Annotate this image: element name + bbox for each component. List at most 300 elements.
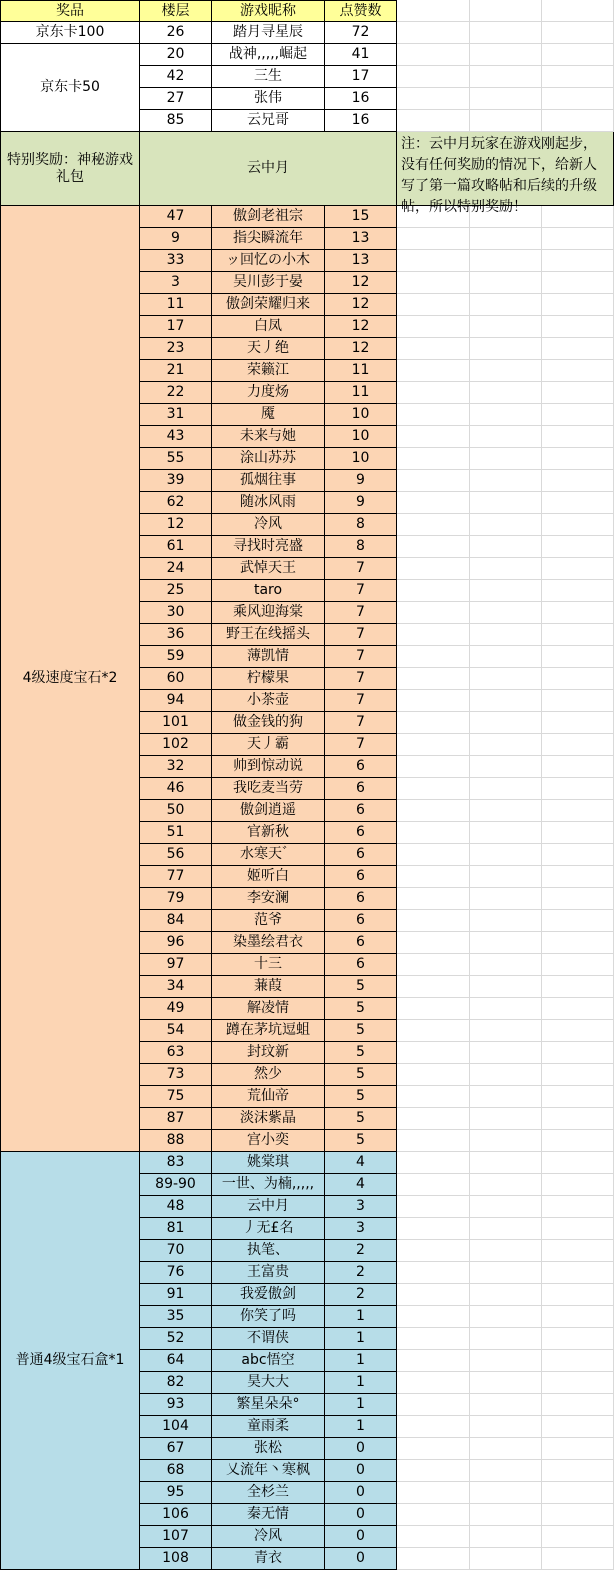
empty-cell[interactable] [470,110,542,132]
empty-cell[interactable] [542,44,614,66]
empty-cell[interactable] [470,404,542,426]
floor-cell[interactable]: 50 [140,800,212,822]
likes-cell[interactable]: 5 [325,976,397,998]
likes-cell[interactable]: 7 [325,602,397,624]
likes-cell[interactable]: 5 [325,1064,397,1086]
likes-cell[interactable]: 12 [325,294,397,316]
empty-cell[interactable] [397,1130,470,1152]
empty-cell[interactable] [542,1438,614,1460]
floor-cell[interactable]: 87 [140,1108,212,1130]
empty-cell[interactable] [397,712,470,734]
empty-cell[interactable] [542,338,614,360]
empty-cell[interactable] [542,580,614,602]
likes-cell[interactable]: 6 [325,844,397,866]
floor-cell[interactable]: 62 [140,492,212,514]
nickname-cell[interactable]: 薄凯情 [212,646,325,668]
empty-cell[interactable] [542,66,614,88]
empty-cell[interactable] [542,844,614,866]
nickname-cell[interactable]: 我吃麦当劳 [212,778,325,800]
empty-cell[interactable] [542,734,614,756]
empty-cell[interactable] [542,602,614,624]
likes-cell[interactable]: 0 [325,1548,397,1570]
empty-cell[interactable] [470,998,542,1020]
empty-cell[interactable] [470,1042,542,1064]
likes-cell[interactable]: 15 [325,206,397,228]
empty-cell[interactable] [397,690,470,712]
nickname-cell[interactable]: 我爱傲剑 [212,1284,325,1306]
floor-cell[interactable]: 83 [140,1152,212,1174]
empty-cell[interactable] [470,360,542,382]
empty-cell[interactable] [470,22,542,44]
empty-cell[interactable] [542,1262,614,1284]
nickname-cell[interactable]: 涂山苏苏 [212,448,325,470]
floor-cell[interactable]: 23 [140,338,212,360]
column-header[interactable]: 游戏昵称 [212,0,325,22]
empty-cell[interactable] [470,954,542,976]
empty-cell[interactable] [542,1174,614,1196]
nickname-cell[interactable]: 你笑了吗 [212,1306,325,1328]
nickname-cell[interactable]: 乂流年丶寒枫 [212,1460,325,1482]
floor-cell[interactable]: 51 [140,822,212,844]
empty-cell[interactable] [542,448,614,470]
floor-cell[interactable]: 54 [140,1020,212,1042]
floor-cell[interactable]: 79 [140,888,212,910]
empty-cell[interactable] [397,272,470,294]
empty-cell[interactable] [470,1152,542,1174]
empty-cell[interactable] [542,272,614,294]
likes-cell[interactable]: 1 [325,1328,397,1350]
empty-cell[interactable] [397,1526,470,1548]
empty-cell[interactable] [397,646,470,668]
empty-cell[interactable] [397,1548,470,1570]
empty-cell[interactable] [470,844,542,866]
empty-cell[interactable] [470,448,542,470]
empty-cell[interactable] [542,646,614,668]
special-note-cell[interactable]: 注：云中月玩家在游戏刚起步，没有任何奖励的情况下，给新人写了第一篇攻略帖和后续的升级帖，所以特别奖励！ [397,132,614,206]
floor-cell[interactable]: 97 [140,954,212,976]
empty-cell[interactable] [470,1482,542,1504]
empty-cell[interactable] [470,624,542,646]
likes-cell[interactable]: 6 [325,800,397,822]
empty-cell[interactable] [397,1460,470,1482]
likes-cell[interactable]: 6 [325,822,397,844]
nickname-cell[interactable]: 执笔、 [212,1240,325,1262]
nickname-cell[interactable]: 全杉兰 [212,1482,325,1504]
empty-cell[interactable] [542,426,614,448]
nickname-cell[interactable]: 十三 [212,954,325,976]
empty-cell[interactable] [542,360,614,382]
nickname-cell[interactable]: 柠檬果 [212,668,325,690]
floor-cell[interactable]: 81 [140,1218,212,1240]
nickname-cell[interactable]: 官新秋 [212,822,325,844]
empty-cell[interactable] [470,228,542,250]
empty-cell[interactable] [397,1086,470,1108]
nickname-cell[interactable]: 姬听白 [212,866,325,888]
empty-cell[interactable] [397,1328,470,1350]
floor-cell[interactable]: 43 [140,426,212,448]
empty-cell[interactable] [542,1284,614,1306]
nickname-cell[interactable]: 天丿绝 [212,338,325,360]
nickname-cell[interactable]: 吴川彭于晏 [212,272,325,294]
empty-cell[interactable] [397,206,470,228]
nickname-cell[interactable]: 冷风 [212,514,325,536]
empty-cell[interactable] [397,44,470,66]
empty-cell[interactable] [542,1328,614,1350]
floor-cell[interactable]: 96 [140,932,212,954]
floor-cell[interactable]: 67 [140,1438,212,1460]
likes-cell[interactable]: 6 [325,954,397,976]
nickname-cell[interactable]: 傲剑荣耀归来 [212,294,325,316]
empty-cell[interactable] [542,0,614,22]
nickname-cell[interactable]: 昊大大 [212,1372,325,1394]
empty-cell[interactable] [470,932,542,954]
empty-cell[interactable] [470,800,542,822]
prize-cell[interactable]: 4级速度宝石*2 [0,206,140,1152]
nickname-cell[interactable]: 冷风 [212,1526,325,1548]
likes-cell[interactable]: 6 [325,910,397,932]
floor-cell[interactable]: 11 [140,294,212,316]
likes-cell[interactable]: 4 [325,1152,397,1174]
floor-cell[interactable]: 47 [140,206,212,228]
likes-cell[interactable]: 5 [325,998,397,1020]
empty-cell[interactable] [542,888,614,910]
floor-cell[interactable]: 30 [140,602,212,624]
column-header[interactable]: 奖品 [0,0,140,22]
empty-cell[interactable] [470,668,542,690]
empty-cell[interactable] [470,1108,542,1130]
nickname-cell[interactable]: 荒仙帝 [212,1086,325,1108]
floor-cell[interactable]: 27 [140,88,212,110]
empty-cell[interactable] [397,1284,470,1306]
floor-cell[interactable]: 59 [140,646,212,668]
floor-cell[interactable]: 77 [140,866,212,888]
floor-cell[interactable]: 35 [140,1306,212,1328]
empty-cell[interactable] [397,514,470,536]
likes-cell[interactable]: 6 [325,866,397,888]
empty-cell[interactable] [470,382,542,404]
empty-cell[interactable] [470,1020,542,1042]
empty-cell[interactable] [542,668,614,690]
floor-cell[interactable]: 108 [140,1548,212,1570]
empty-cell[interactable] [397,1240,470,1262]
floor-cell[interactable]: 60 [140,668,212,690]
empty-cell[interactable] [470,756,542,778]
nickname-cell[interactable]: 蹲在茅坑逗蛆 [212,1020,325,1042]
likes-cell[interactable]: 16 [325,88,397,110]
floor-cell[interactable]: 76 [140,1262,212,1284]
likes-cell[interactable]: 41 [325,44,397,66]
floor-cell[interactable]: 25 [140,580,212,602]
likes-cell[interactable]: 0 [325,1482,397,1504]
floor-cell[interactable]: 101 [140,712,212,734]
floor-cell[interactable]: 9 [140,228,212,250]
empty-cell[interactable] [397,954,470,976]
empty-cell[interactable] [397,1482,470,1504]
empty-cell[interactable] [542,536,614,558]
empty-cell[interactable] [470,1416,542,1438]
likes-cell[interactable]: 1 [325,1306,397,1328]
empty-cell[interactable] [470,888,542,910]
floor-cell[interactable]: 26 [140,22,212,44]
empty-cell[interactable] [470,1240,542,1262]
empty-cell[interactable] [542,1416,614,1438]
empty-cell[interactable] [542,1394,614,1416]
empty-cell[interactable] [470,492,542,514]
empty-cell[interactable] [542,1130,614,1152]
empty-cell[interactable] [397,1196,470,1218]
nickname-cell[interactable]: 武悼天王 [212,558,325,580]
likes-cell[interactable]: 7 [325,668,397,690]
empty-cell[interactable] [470,1064,542,1086]
likes-cell[interactable]: 8 [325,536,397,558]
empty-cell[interactable] [397,360,470,382]
floor-cell[interactable]: 12 [140,514,212,536]
empty-cell[interactable] [470,470,542,492]
empty-cell[interactable] [397,822,470,844]
special-name-cell[interactable]: 云中月 [140,132,397,206]
empty-cell[interactable] [542,1306,614,1328]
likes-cell[interactable]: 7 [325,580,397,602]
floor-cell[interactable]: 70 [140,1240,212,1262]
empty-cell[interactable] [470,1218,542,1240]
empty-cell[interactable] [397,624,470,646]
floor-cell[interactable]: 63 [140,1042,212,1064]
nickname-cell[interactable]: 解凌情 [212,998,325,1020]
empty-cell[interactable] [397,228,470,250]
empty-cell[interactable] [397,1438,470,1460]
empty-cell[interactable] [397,404,470,426]
empty-cell[interactable] [397,1218,470,1240]
likes-cell[interactable]: 4 [325,1174,397,1196]
nickname-cell[interactable]: taro [212,580,325,602]
empty-cell[interactable] [542,206,614,228]
nickname-cell[interactable]: 宫小奕 [212,1130,325,1152]
floor-cell[interactable]: 17 [140,316,212,338]
empty-cell[interactable] [542,514,614,536]
empty-cell[interactable] [470,1196,542,1218]
empty-cell[interactable] [542,382,614,404]
empty-cell[interactable] [397,382,470,404]
empty-cell[interactable] [470,1460,542,1482]
likes-cell[interactable]: 1 [325,1394,397,1416]
empty-cell[interactable] [397,756,470,778]
empty-cell[interactable] [397,866,470,888]
nickname-cell[interactable]: 帅到惊动说 [212,756,325,778]
empty-cell[interactable] [470,734,542,756]
empty-cell[interactable] [542,228,614,250]
likes-cell[interactable]: 10 [325,404,397,426]
empty-cell[interactable] [470,646,542,668]
empty-cell[interactable] [397,1152,470,1174]
floor-cell[interactable]: 88 [140,1130,212,1152]
floor-cell[interactable]: 49 [140,998,212,1020]
nickname-cell[interactable]: 李安澜 [212,888,325,910]
empty-cell[interactable] [542,1460,614,1482]
likes-cell[interactable]: 12 [325,272,397,294]
empty-cell[interactable] [470,536,542,558]
empty-cell[interactable] [542,954,614,976]
floor-cell[interactable]: 24 [140,558,212,580]
empty-cell[interactable] [470,976,542,998]
floor-cell[interactable]: 94 [140,690,212,712]
likes-cell[interactable]: 0 [325,1438,397,1460]
nickname-cell[interactable]: 寻找时亮盛 [212,536,325,558]
nickname-cell[interactable]: 张伟 [212,88,325,110]
empty-cell[interactable] [397,1504,470,1526]
empty-cell[interactable] [470,558,542,580]
likes-cell[interactable]: 7 [325,624,397,646]
likes-cell[interactable]: 5 [325,1130,397,1152]
nickname-cell[interactable]: 战神,,,,,崛起 [212,44,325,66]
empty-cell[interactable] [542,1064,614,1086]
floor-cell[interactable]: 36 [140,624,212,646]
nickname-cell[interactable]: 水寒天゛ [212,844,325,866]
likes-cell[interactable]: 0 [325,1504,397,1526]
empty-cell[interactable] [397,1394,470,1416]
floor-cell[interactable]: 95 [140,1482,212,1504]
likes-cell[interactable]: 6 [325,778,397,800]
nickname-cell[interactable]: 染墨绘君衣 [212,932,325,954]
empty-cell[interactable] [542,1218,614,1240]
nickname-cell[interactable]: 傲剑逍遥 [212,800,325,822]
floor-cell[interactable]: 107 [140,1526,212,1548]
empty-cell[interactable] [397,536,470,558]
empty-cell[interactable] [397,110,470,132]
empty-cell[interactable] [397,998,470,1020]
nickname-cell[interactable]: 不谓侠 [212,1328,325,1350]
likes-cell[interactable]: 3 [325,1196,397,1218]
nickname-cell[interactable]: 蒹葭 [212,976,325,998]
floor-cell[interactable]: 42 [140,66,212,88]
empty-cell[interactable] [397,888,470,910]
nickname-cell[interactable]: 张松 [212,1438,325,1460]
empty-cell[interactable] [470,44,542,66]
nickname-cell[interactable]: 繁星朵朵° [212,1394,325,1416]
likes-cell[interactable]: 1 [325,1350,397,1372]
nickname-cell[interactable]: 小茶壶 [212,690,325,712]
empty-cell[interactable] [470,294,542,316]
likes-cell[interactable]: 0 [325,1460,397,1482]
nickname-cell[interactable]: 三生 [212,66,325,88]
floor-cell[interactable]: 22 [140,382,212,404]
likes-cell[interactable]: 12 [325,338,397,360]
empty-cell[interactable] [542,294,614,316]
empty-cell[interactable] [542,470,614,492]
prize-cell[interactable]: 京东卡100 [0,22,140,44]
column-header[interactable]: 楼层 [140,0,212,22]
empty-cell[interactable] [470,690,542,712]
nickname-cell[interactable]: ッ回忆の小木 [212,250,325,272]
empty-cell[interactable] [397,1174,470,1196]
empty-cell[interactable] [470,580,542,602]
empty-cell[interactable] [470,1174,542,1196]
floor-cell[interactable]: 102 [140,734,212,756]
empty-cell[interactable] [470,1350,542,1372]
empty-cell[interactable] [470,1526,542,1548]
empty-cell[interactable] [397,1350,470,1372]
likes-cell[interactable]: 1 [325,1372,397,1394]
empty-cell[interactable] [470,712,542,734]
likes-cell[interactable]: 13 [325,250,397,272]
empty-cell[interactable] [470,778,542,800]
empty-cell[interactable] [397,1042,470,1064]
empty-cell[interactable] [470,426,542,448]
empty-cell[interactable] [470,1372,542,1394]
empty-cell[interactable] [397,22,470,44]
empty-cell[interactable] [542,800,614,822]
nickname-cell[interactable]: 白凤 [212,316,325,338]
empty-cell[interactable] [397,492,470,514]
likes-cell[interactable]: 10 [325,448,397,470]
empty-cell[interactable] [470,514,542,536]
nickname-cell[interactable]: 一世、为楠,,,,, [212,1174,325,1196]
empty-cell[interactable] [397,932,470,954]
empty-cell[interactable] [542,404,614,426]
likes-cell[interactable]: 0 [325,1526,397,1548]
nickname-cell[interactable]: 封玟新 [212,1042,325,1064]
empty-cell[interactable] [542,1042,614,1064]
floor-cell[interactable]: 21 [140,360,212,382]
empty-cell[interactable] [397,1108,470,1130]
empty-cell[interactable] [470,1328,542,1350]
nickname-cell[interactable]: 云兄哥 [212,110,325,132]
floor-cell[interactable]: 64 [140,1350,212,1372]
empty-cell[interactable] [470,910,542,932]
floor-cell[interactable]: 84 [140,910,212,932]
likes-cell[interactable]: 12 [325,316,397,338]
empty-cell[interactable] [542,976,614,998]
empty-cell[interactable] [542,998,614,1020]
empty-cell[interactable] [397,316,470,338]
floor-cell[interactable]: 31 [140,404,212,426]
empty-cell[interactable] [542,1372,614,1394]
nickname-cell[interactable]: 王富贵 [212,1262,325,1284]
empty-cell[interactable] [397,1306,470,1328]
empty-cell[interactable] [542,1548,614,1570]
empty-cell[interactable] [470,1306,542,1328]
floor-cell[interactable]: 52 [140,1328,212,1350]
empty-cell[interactable] [542,1196,614,1218]
floor-cell[interactable]: 39 [140,470,212,492]
empty-cell[interactable] [470,1394,542,1416]
nickname-cell[interactable]: 乘风迎海棠 [212,602,325,624]
floor-cell[interactable]: 34 [140,976,212,998]
prize-cell[interactable]: 京东卡50 [0,44,140,132]
floor-cell[interactable]: 106 [140,1504,212,1526]
empty-cell[interactable] [470,272,542,294]
nickname-cell[interactable]: 范爷 [212,910,325,932]
floor-cell[interactable]: 55 [140,448,212,470]
floor-cell[interactable]: 82 [140,1372,212,1394]
likes-cell[interactable]: 72 [325,22,397,44]
empty-cell[interactable] [470,338,542,360]
empty-cell[interactable] [470,1284,542,1306]
empty-cell[interactable] [542,712,614,734]
likes-cell[interactable]: 1 [325,1416,397,1438]
likes-cell[interactable]: 7 [325,690,397,712]
empty-cell[interactable] [542,492,614,514]
floor-cell[interactable]: 89-90 [140,1174,212,1196]
empty-cell[interactable] [470,1504,542,1526]
likes-cell[interactable]: 7 [325,712,397,734]
column-header[interactable]: 点赞数 [325,0,397,22]
empty-cell[interactable] [470,206,542,228]
empty-cell[interactable] [542,1350,614,1372]
likes-cell[interactable]: 7 [325,646,397,668]
empty-cell[interactable] [397,800,470,822]
nickname-cell[interactable]: 丿无£名 [212,1218,325,1240]
likes-cell[interactable]: 2 [325,1284,397,1306]
